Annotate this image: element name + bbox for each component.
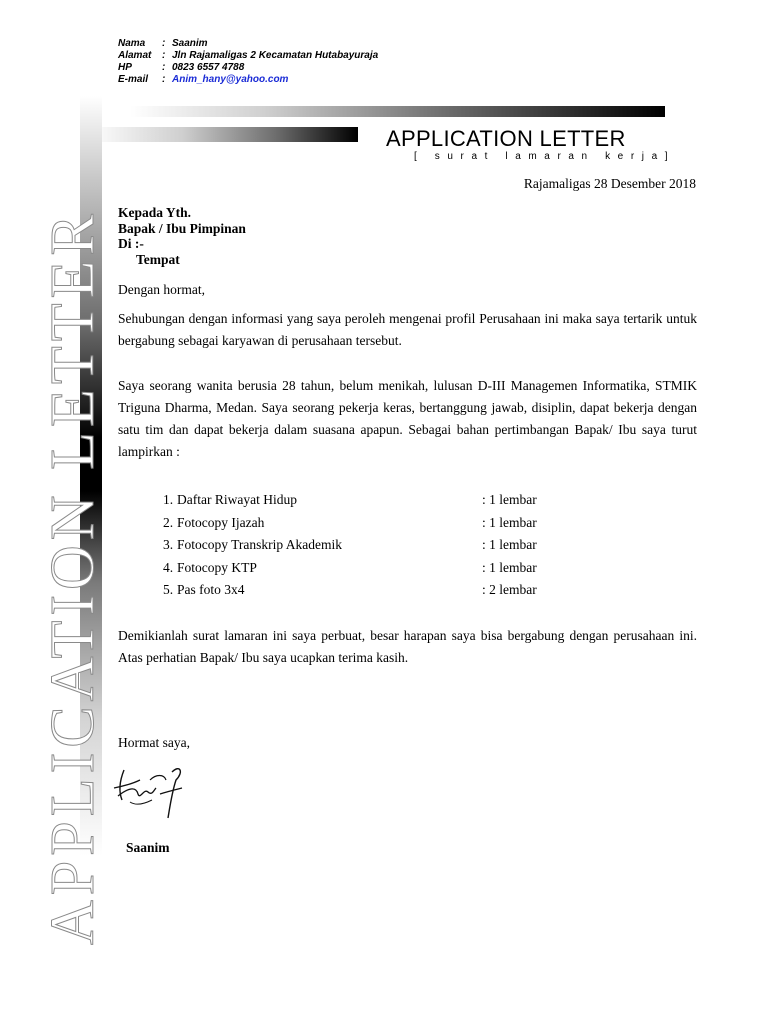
closing-paragraph: Demikianlah surat lamaran ini saya perbuat, besar harapan saya bisa bergabung dengan perusahaan ini. Atas perhatian Bapak/ Ibu saya ucapkan terima kasih. bbox=[118, 628, 697, 665]
contact-value: 0823 6557 4788 bbox=[172, 62, 245, 73]
list-number: 1. bbox=[163, 492, 174, 507]
greeting: Dengan hormat, bbox=[118, 282, 205, 297]
list-item-name: Pas foto 3x4 bbox=[177, 582, 245, 597]
list-number: 4. bbox=[163, 559, 174, 575]
recipient-block bbox=[118, 205, 246, 267]
contact-name-row: Nama : Saanim bbox=[118, 38, 208, 49]
page-title: APPLICATION LETTER bbox=[386, 126, 626, 151]
recipient-line: Tempat bbox=[136, 251, 180, 267]
list-item-name: Daftar Riwayat Hidup bbox=[177, 492, 297, 507]
page-subtitle: [ surat lamaran kerja] bbox=[414, 151, 676, 162]
list-item-name: Fotocopy Transkrip Akademik bbox=[177, 537, 343, 552]
list-item bbox=[163, 489, 583, 512]
list-item-qty: : 1 lembar bbox=[482, 559, 537, 575]
title-gradient-bar bbox=[88, 127, 358, 142]
list-number: 3. bbox=[163, 537, 174, 552]
attachment-list bbox=[163, 489, 583, 602]
list-item-qty: : 1 lembar bbox=[482, 492, 537, 507]
header-gradient-bar bbox=[130, 106, 665, 117]
list-item bbox=[163, 557, 583, 580]
contact-value: Saanim bbox=[172, 38, 208, 49]
closing-salutation: Hormat saya, bbox=[118, 735, 190, 750]
letter-date: Rajamaligas 28 Desember 2018 bbox=[523, 176, 696, 191]
list-item bbox=[163, 579, 583, 602]
contact-info bbox=[118, 38, 538, 86]
list-item bbox=[163, 534, 583, 557]
recipient-line: Kepada Yth. bbox=[118, 205, 192, 220]
list-item bbox=[163, 512, 583, 535]
email-link[interactable]: Anim_hany@yahoo.com bbox=[172, 74, 289, 85]
list-item-qty: : 1 lembar bbox=[482, 514, 537, 530]
recipient-line: Bapak / Ibu Pimpinan bbox=[118, 220, 246, 236]
contact-phone-row: HP : 0823 6557 4788 bbox=[118, 62, 245, 73]
recipient-line: Di :- bbox=[118, 236, 144, 251]
signer-name: Saanim bbox=[126, 840, 170, 855]
signature-image bbox=[110, 758, 190, 828]
contact-label: Nama bbox=[118, 38, 146, 49]
body-paragraph: Sehubungan dengan informasi yang saya peroleh mengenai profil Perusahaan ini maka saya tertarik untuk bergabung sebagai karyawan di perusahaan tersebut. bbox=[118, 311, 697, 348]
list-item-qty: : 2 lembar bbox=[482, 582, 537, 597]
contact-label: HP bbox=[118, 62, 132, 73]
list-number: 5. bbox=[163, 582, 174, 597]
contact-label: Alamat bbox=[118, 50, 152, 61]
contact-address-row: Alamat : Jln Rajamaligas 2 Kecamatan Hutabayuraja bbox=[118, 50, 379, 61]
contact-label: E-mail bbox=[118, 74, 149, 85]
list-item-name: Fotocopy KTP bbox=[177, 559, 257, 575]
contact-value: Jln Rajamaligas 2 Kecamatan Hutabayuraja bbox=[172, 50, 379, 61]
vertical-title: APPLICATION LETTER bbox=[39, 209, 107, 945]
list-number: 2. bbox=[163, 514, 174, 530]
list-item-name: Fotocopy Ijazah bbox=[177, 514, 265, 530]
body-paragraph: Saya seorang wanita berusia 28 tahun, belum menikah, lulusan D-III Managemen Informatika, STMIK Triguna Dharma, Medan. Saya seorang pekerja keras, bertanggung jawab, disiplin, dapat bekerja dengan satu tim dan dapat bekerja dalam suasana apapun. Sebagai bahan pertimbangan Bapak/ Ibu saya turut lampirkan : bbox=[118, 378, 697, 459]
list-item-qty: : 1 lembar bbox=[482, 537, 537, 552]
contact-email-row: E-mail : Anim_hany@yahoo.com bbox=[118, 74, 289, 85]
